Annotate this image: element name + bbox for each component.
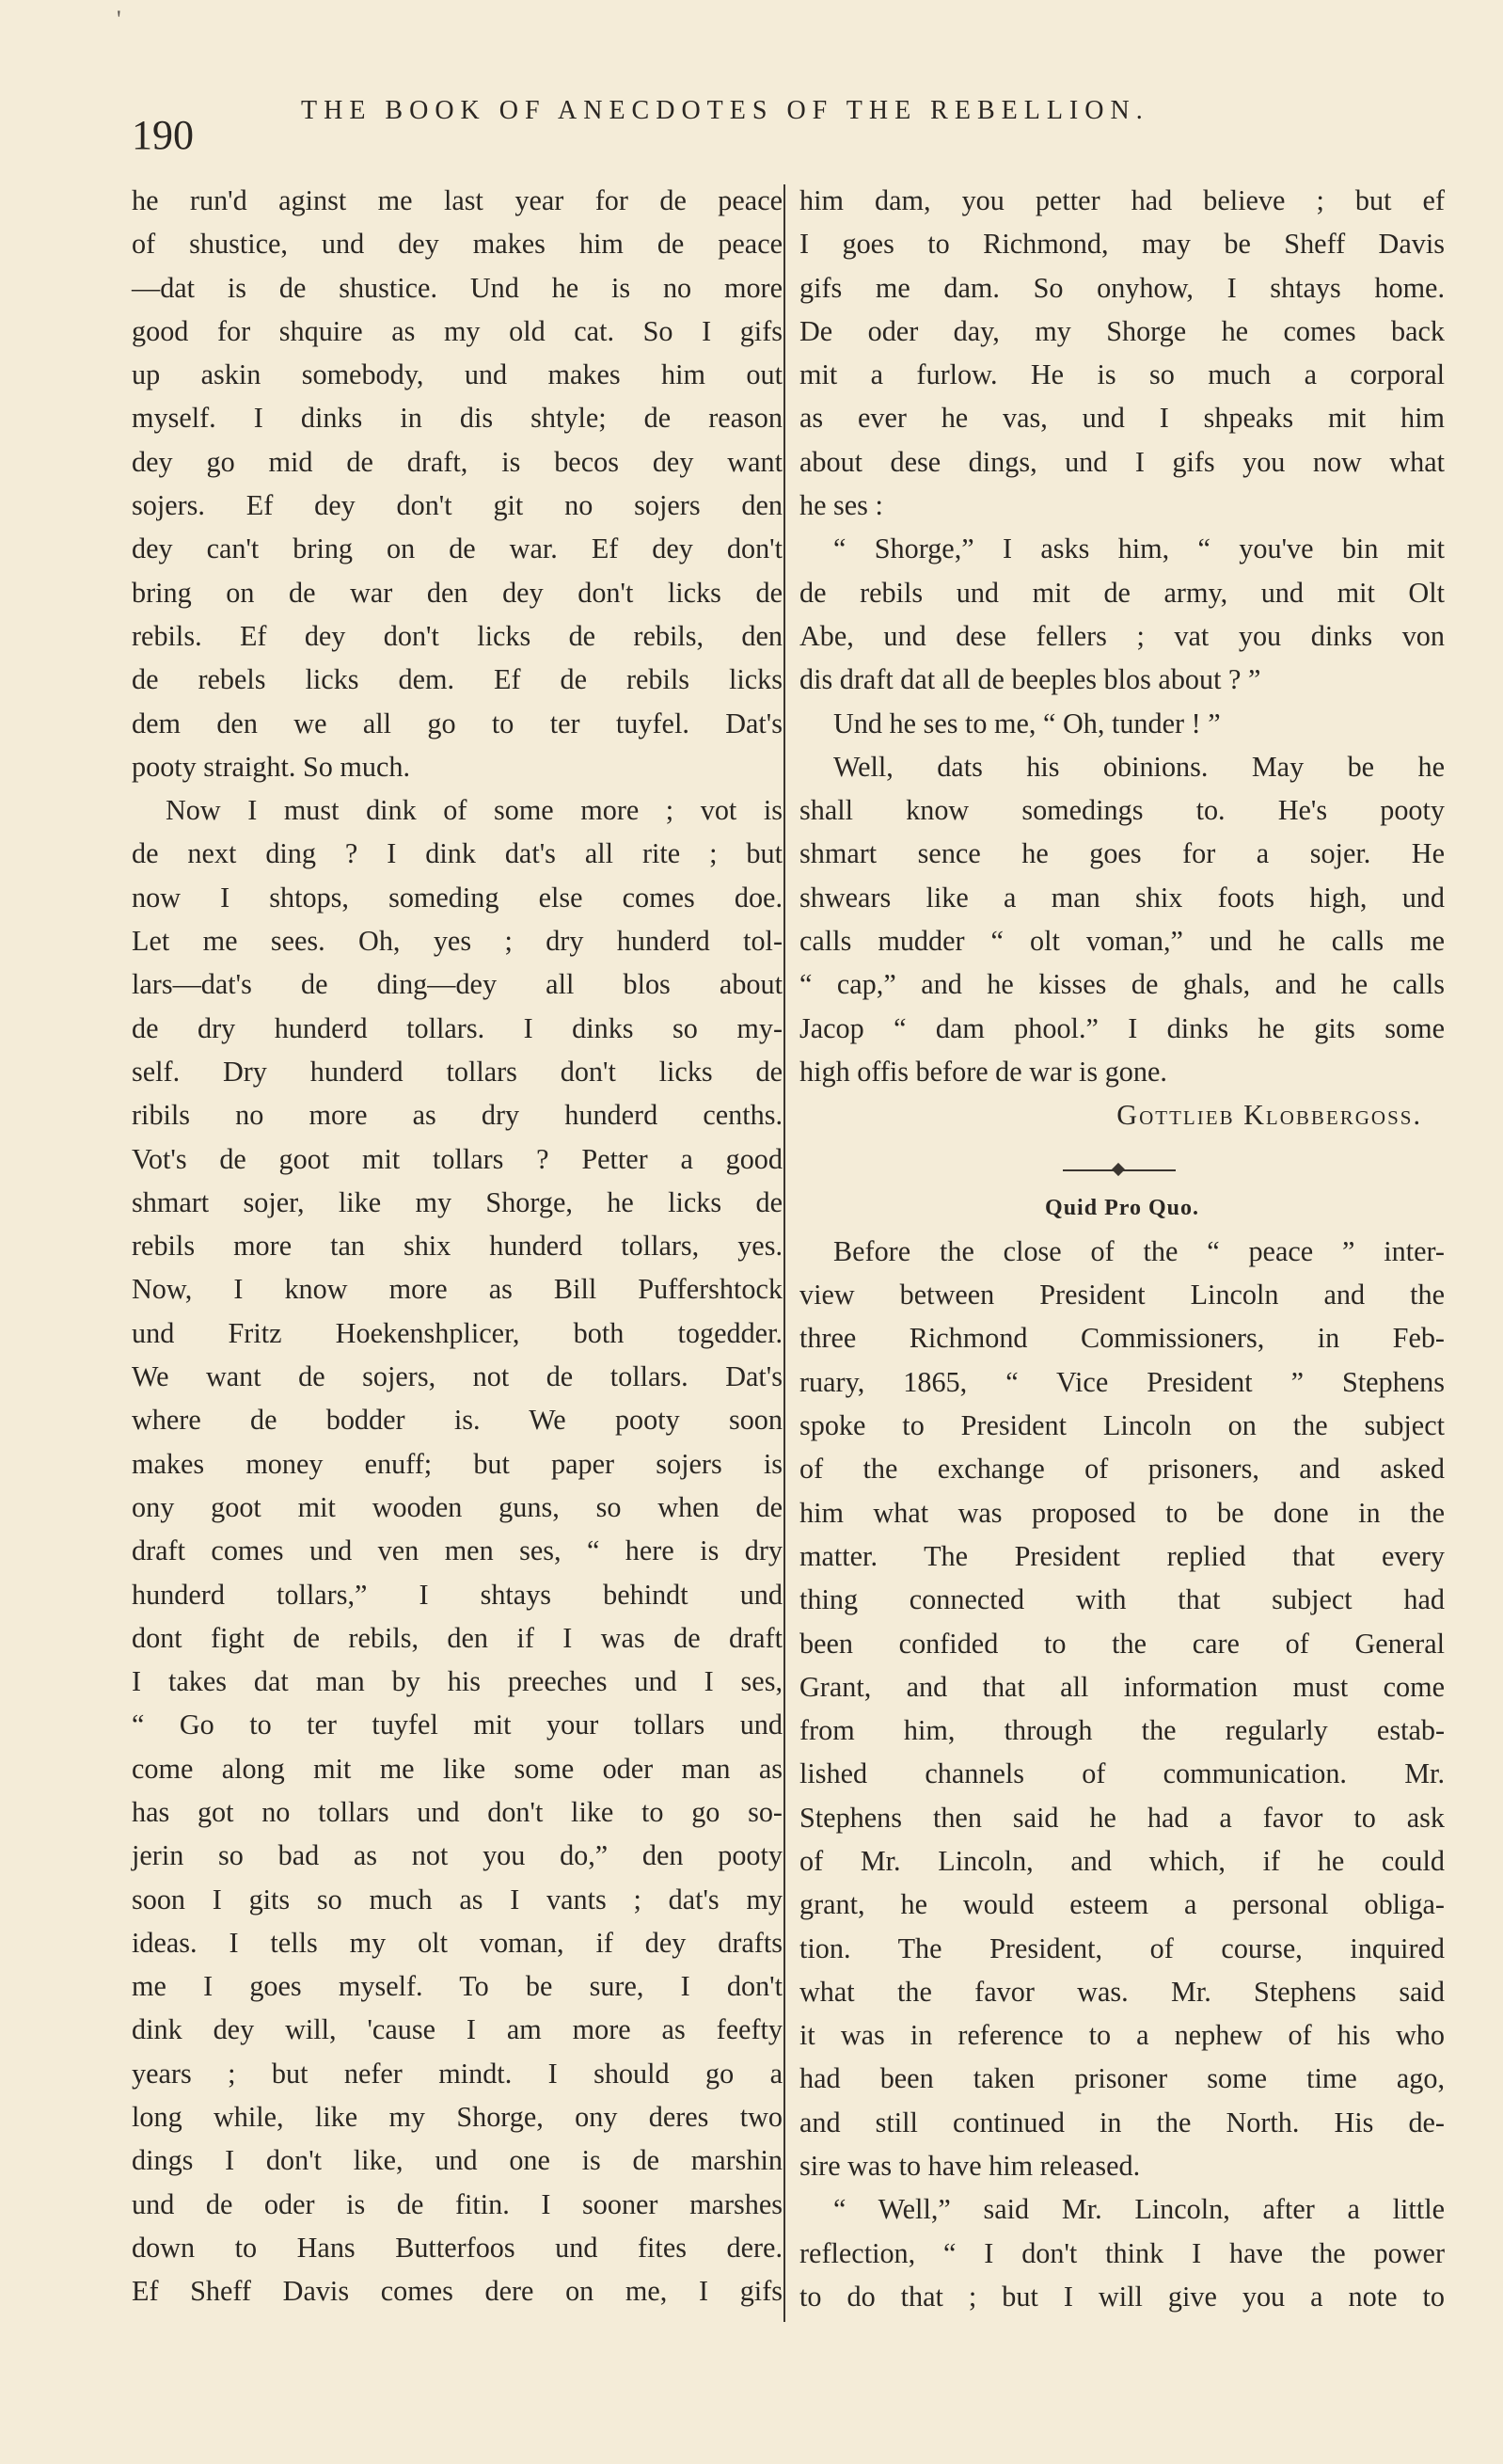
text-line: ribils no more as dry hunderd cenths.	[132, 1099, 783, 1132]
text-line: of the exchange of prisoners, and asked	[799, 1453, 1445, 1486]
text-line: dink dey will, 'cause I am more as feefty	[132, 2013, 783, 2046]
text-line: sire was to have him released.	[799, 2150, 1141, 2183]
text-line: pooty straight. So much.	[132, 750, 410, 783]
text-line: ideas. I tells my olt voman, if dey drafts	[132, 1926, 783, 1959]
text-line: Well, dats his obinions. May be he	[833, 750, 1445, 783]
text-line: —dat is de shustice. Und he is no more	[132, 271, 783, 304]
text-line: de next ding ? I dink dat's all rite ; but	[132, 837, 783, 870]
text-line: him dam, you petter had believe ; but ef	[799, 184, 1445, 216]
text-line: he ses :	[799, 489, 883, 522]
text-line: “ cap,” and he kisses de ghals, and he calls	[799, 968, 1445, 1001]
text-line: De oder day, my Shorge he comes back	[799, 314, 1445, 347]
text-line: sojers. Ef dey don't git no sojers den	[132, 489, 783, 522]
text-line: de dry hunderd tollars. I dinks so my-	[132, 1011, 783, 1044]
text-line: soon I gits so much as I vants ; dat's my	[132, 1883, 783, 1916]
text-line: as ever he vas, und I shpeaks mit him	[799, 402, 1445, 435]
text-line: jerin so bad as not you do,” den pooty	[132, 1839, 783, 1872]
page-number: 190	[132, 112, 194, 158]
text-line: shmart sence he goes for a sojer. He	[799, 837, 1445, 870]
text-line: been confided to the care of General	[799, 1627, 1445, 1660]
text-line: about dese dings, und I gifs you now what	[799, 445, 1445, 478]
text-line: draft comes und ven men ses, “ here is dry	[132, 1534, 783, 1567]
text-line: Ef Sheff Davis comes dere on me, I gifs	[132, 2275, 783, 2308]
text-line: dey can't bring on de war. Ef dey don't	[132, 533, 783, 565]
text-line: dings I don't like, und one is de marshin	[132, 2144, 783, 2177]
text-line: dey go mid de draft, is becos dey want	[132, 445, 783, 478]
text-line: ruary, 1865, “ Vice President ” Stephens	[799, 1365, 1445, 1398]
signature: Gottlieb Klobbergoss.	[1116, 1099, 1422, 1132]
text-line: mit a furlow. He is so much a corporal	[799, 358, 1445, 391]
text-line: shwears like a man shix foots high, und	[799, 881, 1445, 914]
text-line: makes money enuff; but paper sojers is	[132, 1447, 783, 1480]
text-line: of Mr. Lincoln, and which, if he could	[799, 1844, 1445, 1877]
text-line: Grant, and that all information must come	[799, 1670, 1445, 1703]
text-line: “ Shorge,” I asks him, “ you've bin mit	[833, 533, 1445, 565]
text-line: years ; but nefer mindt. I should go a	[132, 2057, 783, 2090]
text-line: up askin somebody, und makes him out	[132, 358, 783, 391]
text-line: self. Dry hunderd tollars don't licks de	[132, 1055, 783, 1088]
divider-ornament	[1112, 1162, 1125, 1175]
text-line: Before the close of the “ peace ” inter-	[833, 1234, 1445, 1267]
left-column	[132, 179, 783, 2313]
text-line: I takes dat man by his preeches und I ses,	[132, 1665, 783, 1698]
text-line: Now I must dink of some more ; vot is	[166, 794, 783, 827]
text-line: me I goes myself. To be sure, I don't	[132, 1970, 783, 2003]
text-line: reflection, “ I don't think I have the power	[799, 2236, 1445, 2269]
text-line: rebils more tan shix hunderd tollars, yes.	[132, 1230, 783, 1263]
running-title: THE BOOK OF ANECDOTES OF THE REBELLION.	[301, 96, 1149, 125]
text-line: now I shtops, someding else comes doe.	[132, 881, 783, 914]
text-line: come along mit me like some oder man as	[132, 1752, 783, 1785]
text-line: bring on de war den dey don't licks de	[132, 576, 783, 609]
text-line: Vot's de goot mit tollars ? Petter a good	[132, 1142, 783, 1175]
text-line: and still continued in the North. His de-	[799, 2106, 1445, 2138]
text-line: three Richmond Commissioners, in Feb-	[799, 1322, 1445, 1355]
text-line: tion. The President, of course, inquired	[799, 1931, 1445, 1964]
text-line: und de oder is de fitin. I sooner marshes	[132, 2187, 783, 2220]
text-line: matter. The President replied that every	[799, 1539, 1445, 1572]
section-title: Quid Pro Quo.	[1045, 1195, 1199, 1220]
text-line: calls mudder “ olt voman,” und he calls me	[799, 925, 1445, 958]
text-line: shmart sojer, like my Shorge, he licks de	[132, 1185, 783, 1218]
text-line: dem den we all go to ter tuyfel. Dat's	[132, 707, 783, 739]
text-line: de rebels licks dem. Ef de rebils licks	[132, 663, 783, 696]
text-line: grant, he would esteem a personal obliga-	[799, 1888, 1445, 1921]
text-line: spoke to President Lincoln on the subject	[799, 1409, 1445, 1442]
text-line: dont fight de rebils, den if I was de draft	[132, 1621, 783, 1654]
text-line: thing connected with that subject had	[799, 1583, 1445, 1616]
text-line: hunderd tollars,” I shtays behindt und	[132, 1578, 783, 1611]
text-line: Abe, und dese fellers ; vat you dinks von	[799, 619, 1445, 652]
text-line: to do that ; but I will give you a note to	[799, 2280, 1445, 2313]
text-line: had been taken prisoner some time ago,	[799, 2062, 1445, 2095]
text-line: und Fritz Hoekenshplicer, both togedder.	[132, 1316, 783, 1349]
text-line: it was in reference to a nephew of his who	[799, 2019, 1445, 2052]
text-line: lished channels of communication. Mr.	[799, 1757, 1445, 1790]
text-line: of shustice, und dey makes him de peace	[132, 228, 783, 261]
text-line: has got no tollars und don't like to go so-	[132, 1795, 783, 1828]
text-line: “ Well,” said Mr. Lincoln, after a little	[833, 2193, 1445, 2226]
column-divider	[783, 184, 785, 2322]
text-line: Und he ses to me, “ Oh, tunder ! ”	[833, 707, 1221, 739]
text-line: down to Hans Butterfoos und fites dere.	[132, 2231, 783, 2264]
text-line: Now, I know more as Bill Puffershtock	[132, 1273, 783, 1306]
text-line: de rebils und mit de army, und mit Olt	[799, 576, 1445, 609]
page-header	[132, 92, 1345, 158]
section-divider	[799, 1151, 1445, 1183]
text-line: high offis before de war is gone.	[799, 1055, 1167, 1088]
text-line: lars—dat's de ding—dey all blos about	[132, 968, 783, 1001]
text-line: good for shquire as my old cat. So I gifs	[132, 314, 783, 347]
text-line: shall know somedings to. He's pooty	[799, 794, 1445, 827]
text-line: he run'd aginst me last year for de peace	[132, 184, 783, 216]
text-line: long while, like my Shorge, ony deres two	[132, 2101, 783, 2134]
text-line: rebils. Ef dey don't licks de rebils, den	[132, 619, 783, 652]
text-line: I goes to Richmond, may be Sheff Davis	[799, 228, 1445, 261]
text-line: where de bodder is. We pooty soon	[132, 1404, 783, 1437]
text-line: him what was proposed to be done in the	[799, 1496, 1445, 1529]
right-column	[799, 179, 1445, 2318]
text-line: “ Go to ter tuyfel mit your tollars und	[132, 1709, 783, 1741]
text-line: gifs me dam. So onyhow, I shtays home.	[799, 271, 1445, 304]
text-line: Let me sees. Oh, yes ; dry hunderd tol-	[132, 925, 783, 958]
text-line: from him, through the regularly estab-	[799, 1714, 1445, 1747]
text-line: ony goot mit wooden guns, so when de	[132, 1490, 783, 1523]
corner-mark: '	[117, 6, 121, 33]
text-line: view between President Lincoln and the	[799, 1279, 1445, 1311]
text-line: dis draft dat all de beeples blos about ? ”	[799, 663, 1261, 696]
text-line: Stephens then said he had a favor to ask	[799, 1801, 1445, 1834]
text-line: We want de sojers, not de tollars. Dat's	[132, 1360, 783, 1393]
text-line: myself. I dinks in dis shtyle; de reason	[132, 402, 783, 435]
text-line: what the favor was. Mr. Stephens said	[799, 1975, 1445, 2008]
text-line: Jacop “ dam phool.” I dinks he gits some	[799, 1011, 1445, 1044]
